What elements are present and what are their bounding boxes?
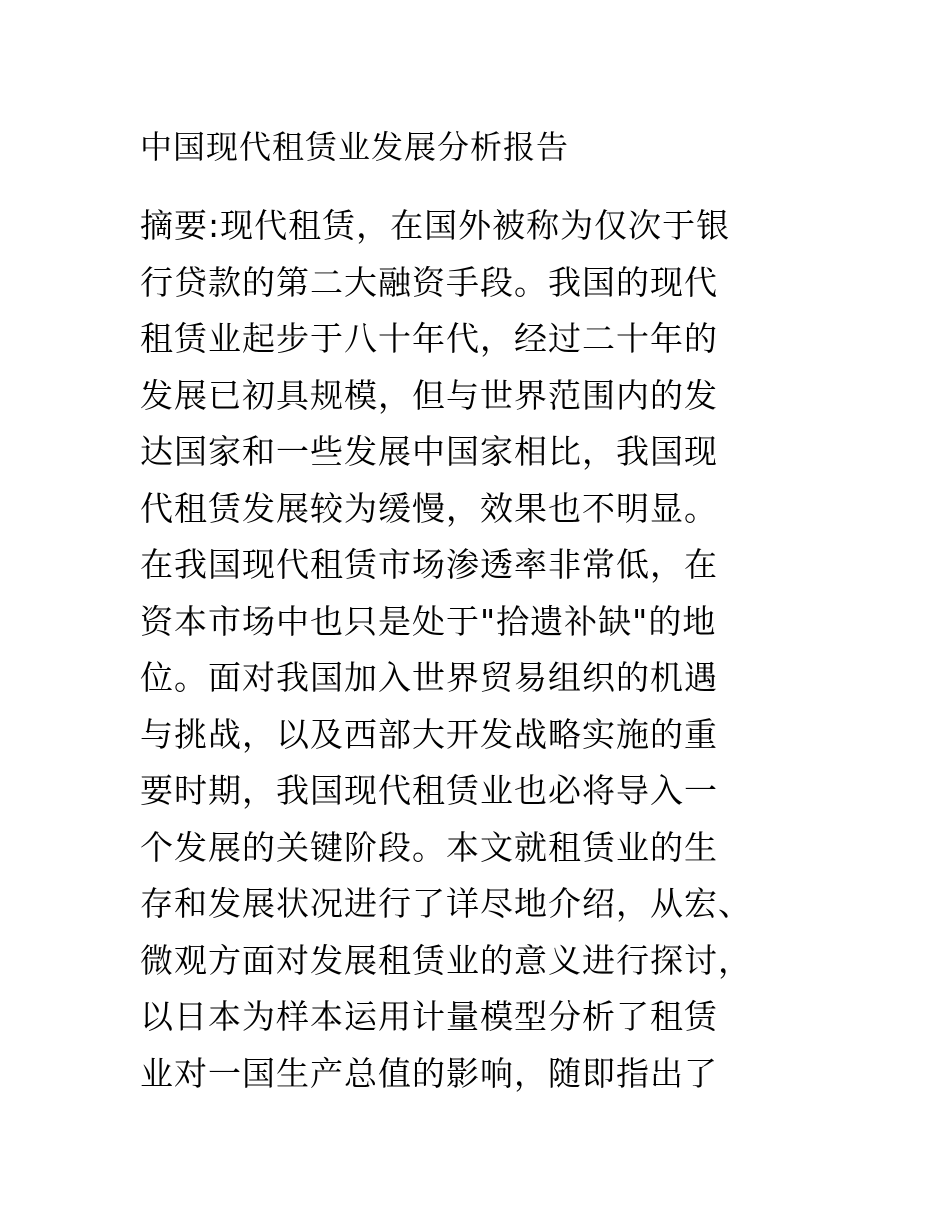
text-line: 资本市场中也只是处于"拾遗补缺"的地 <box>140 601 717 641</box>
text-line: 在我国现代租赁市场渗透率非常低，在 <box>140 545 718 584</box>
text-line: 行贷款的第二大融资手段。我国的现代 <box>140 262 718 302</box>
text-line: 达国家和一些发展中国家相比，我国现 <box>140 432 718 471</box>
text-line: 租赁业起步于八十年代，经过二十年的 <box>140 319 718 358</box>
document-title: 中国现代租赁业发展分析报告 <box>140 128 570 166</box>
text-line: 发展已初具规模，但与世界范围内的发 <box>140 375 718 415</box>
text-line: 代租赁发展较为缓慢，效果也不明显。 <box>140 488 718 528</box>
text-line: 要时期，我国现代租赁业也必将导入一 <box>140 771 718 810</box>
text-line: 业对一国生产总值的影响，随即指出了 <box>140 1053 718 1093</box>
abstract-text <box>140 198 752 1102</box>
text-line: 存和发展状况进行了详尽地介绍，从宏、 <box>140 884 752 923</box>
text-line: 摘要:现代租赁，在国外被称为仅次于银 <box>140 206 731 245</box>
text-line: 与挑战，以及西部大开发战略实施的重 <box>140 714 718 754</box>
text-line: 位。面对我国加入世界贸易组织的机遇 <box>140 658 718 697</box>
text-line: 个发展的关键阶段。本文就租赁业的生 <box>140 827 718 867</box>
text-line: 以日本为样本运用计量模型分析了租赁 <box>140 997 718 1036</box>
text-line: 微观方面对发展租赁业的意义进行探讨， <box>140 940 752 980</box>
